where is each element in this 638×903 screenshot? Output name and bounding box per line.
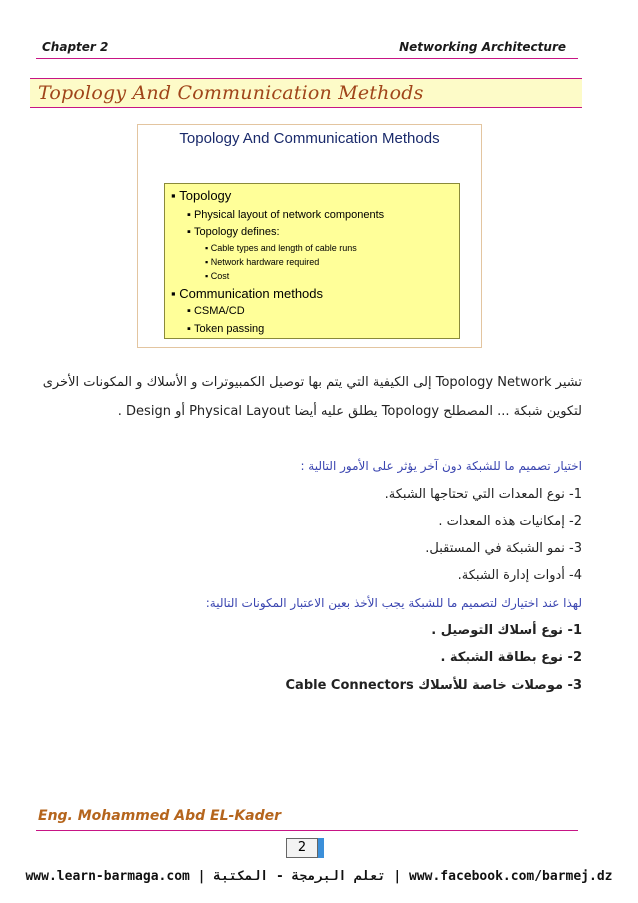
list-item: 4- أدوات إدارة الشبكة. <box>457 568 582 583</box>
chapter-label: Chapter 2 <box>42 40 109 54</box>
body-paragraph: لتكوين شبكة ... المصطلح Topology يطلق عليه أيضا Physical Layout أو Design . <box>117 404 582 419</box>
slide-bullet-box <box>164 183 460 339</box>
slide-bullet: ▪ Topology defines: <box>187 226 280 238</box>
slide-bullet: ▪ Cost <box>205 271 230 281</box>
section-title-bar <box>30 78 582 108</box>
list-item: 1- نوع المعدات التي تحتاجها الشبكة. <box>384 487 582 502</box>
list-item: 1- نوع أسلاك التوصيل . <box>431 623 582 638</box>
list-item: 2- نوع بطاقة الشبكة . <box>440 650 582 665</box>
list-item: 3- نمو الشبكة في المستقبل. <box>425 541 582 556</box>
section-title: Topology And Communication Methods <box>38 82 424 104</box>
page-number: 2 <box>286 838 318 858</box>
slide-bullet: ▪ Network hardware required <box>205 257 320 267</box>
slide-title: Topology And Communication Methods <box>179 130 440 147</box>
slide-figure <box>137 124 482 348</box>
author-name: Eng. Mohammed Abd EL-Kader <box>38 808 282 824</box>
slide-bullet: ▪ Cable types and length of cable runs <box>205 243 357 253</box>
list-item: 3- موصلات خاصة للأسلاك Cable Connectors <box>285 678 582 693</box>
slide-bullet: ▪ CSMA/CD <box>187 305 245 317</box>
slide-bullet: ▪ Topology <box>171 188 232 203</box>
slide-bullet: ▪ Token passing <box>187 323 265 335</box>
page-number-accent <box>318 838 324 858</box>
header-rule <box>36 58 578 59</box>
footer-links: www.learn-barmaga.com | تعلم البرمجة - المكتبة | www.facebook.com/barmej.dz <box>25 869 613 884</box>
body-heading: لهذا عند اختيارك لتصميم ما للشبكة يجب الأخذ بعين الاعتبار المكونات التالية: <box>205 596 582 610</box>
body-paragraph: تشير Topology Network إلى الكيفية التي يتم بها توصيل الكمبيوترات و الأسلاك و المكونات الأخرى <box>42 375 582 390</box>
book-section-label: Networking Architecture <box>399 40 566 54</box>
footer-rule <box>36 830 578 831</box>
slide-bullet: ▪ Communication methods <box>171 286 324 301</box>
slide-bullet: ▪ Physical layout of network components <box>187 209 385 221</box>
list-item: 2- إمكانيات هذه المعدات . <box>438 514 582 529</box>
body-heading: اختيار تصميم ما للشبكة دون آخر يؤثر على الأمور التالية : <box>300 459 582 473</box>
